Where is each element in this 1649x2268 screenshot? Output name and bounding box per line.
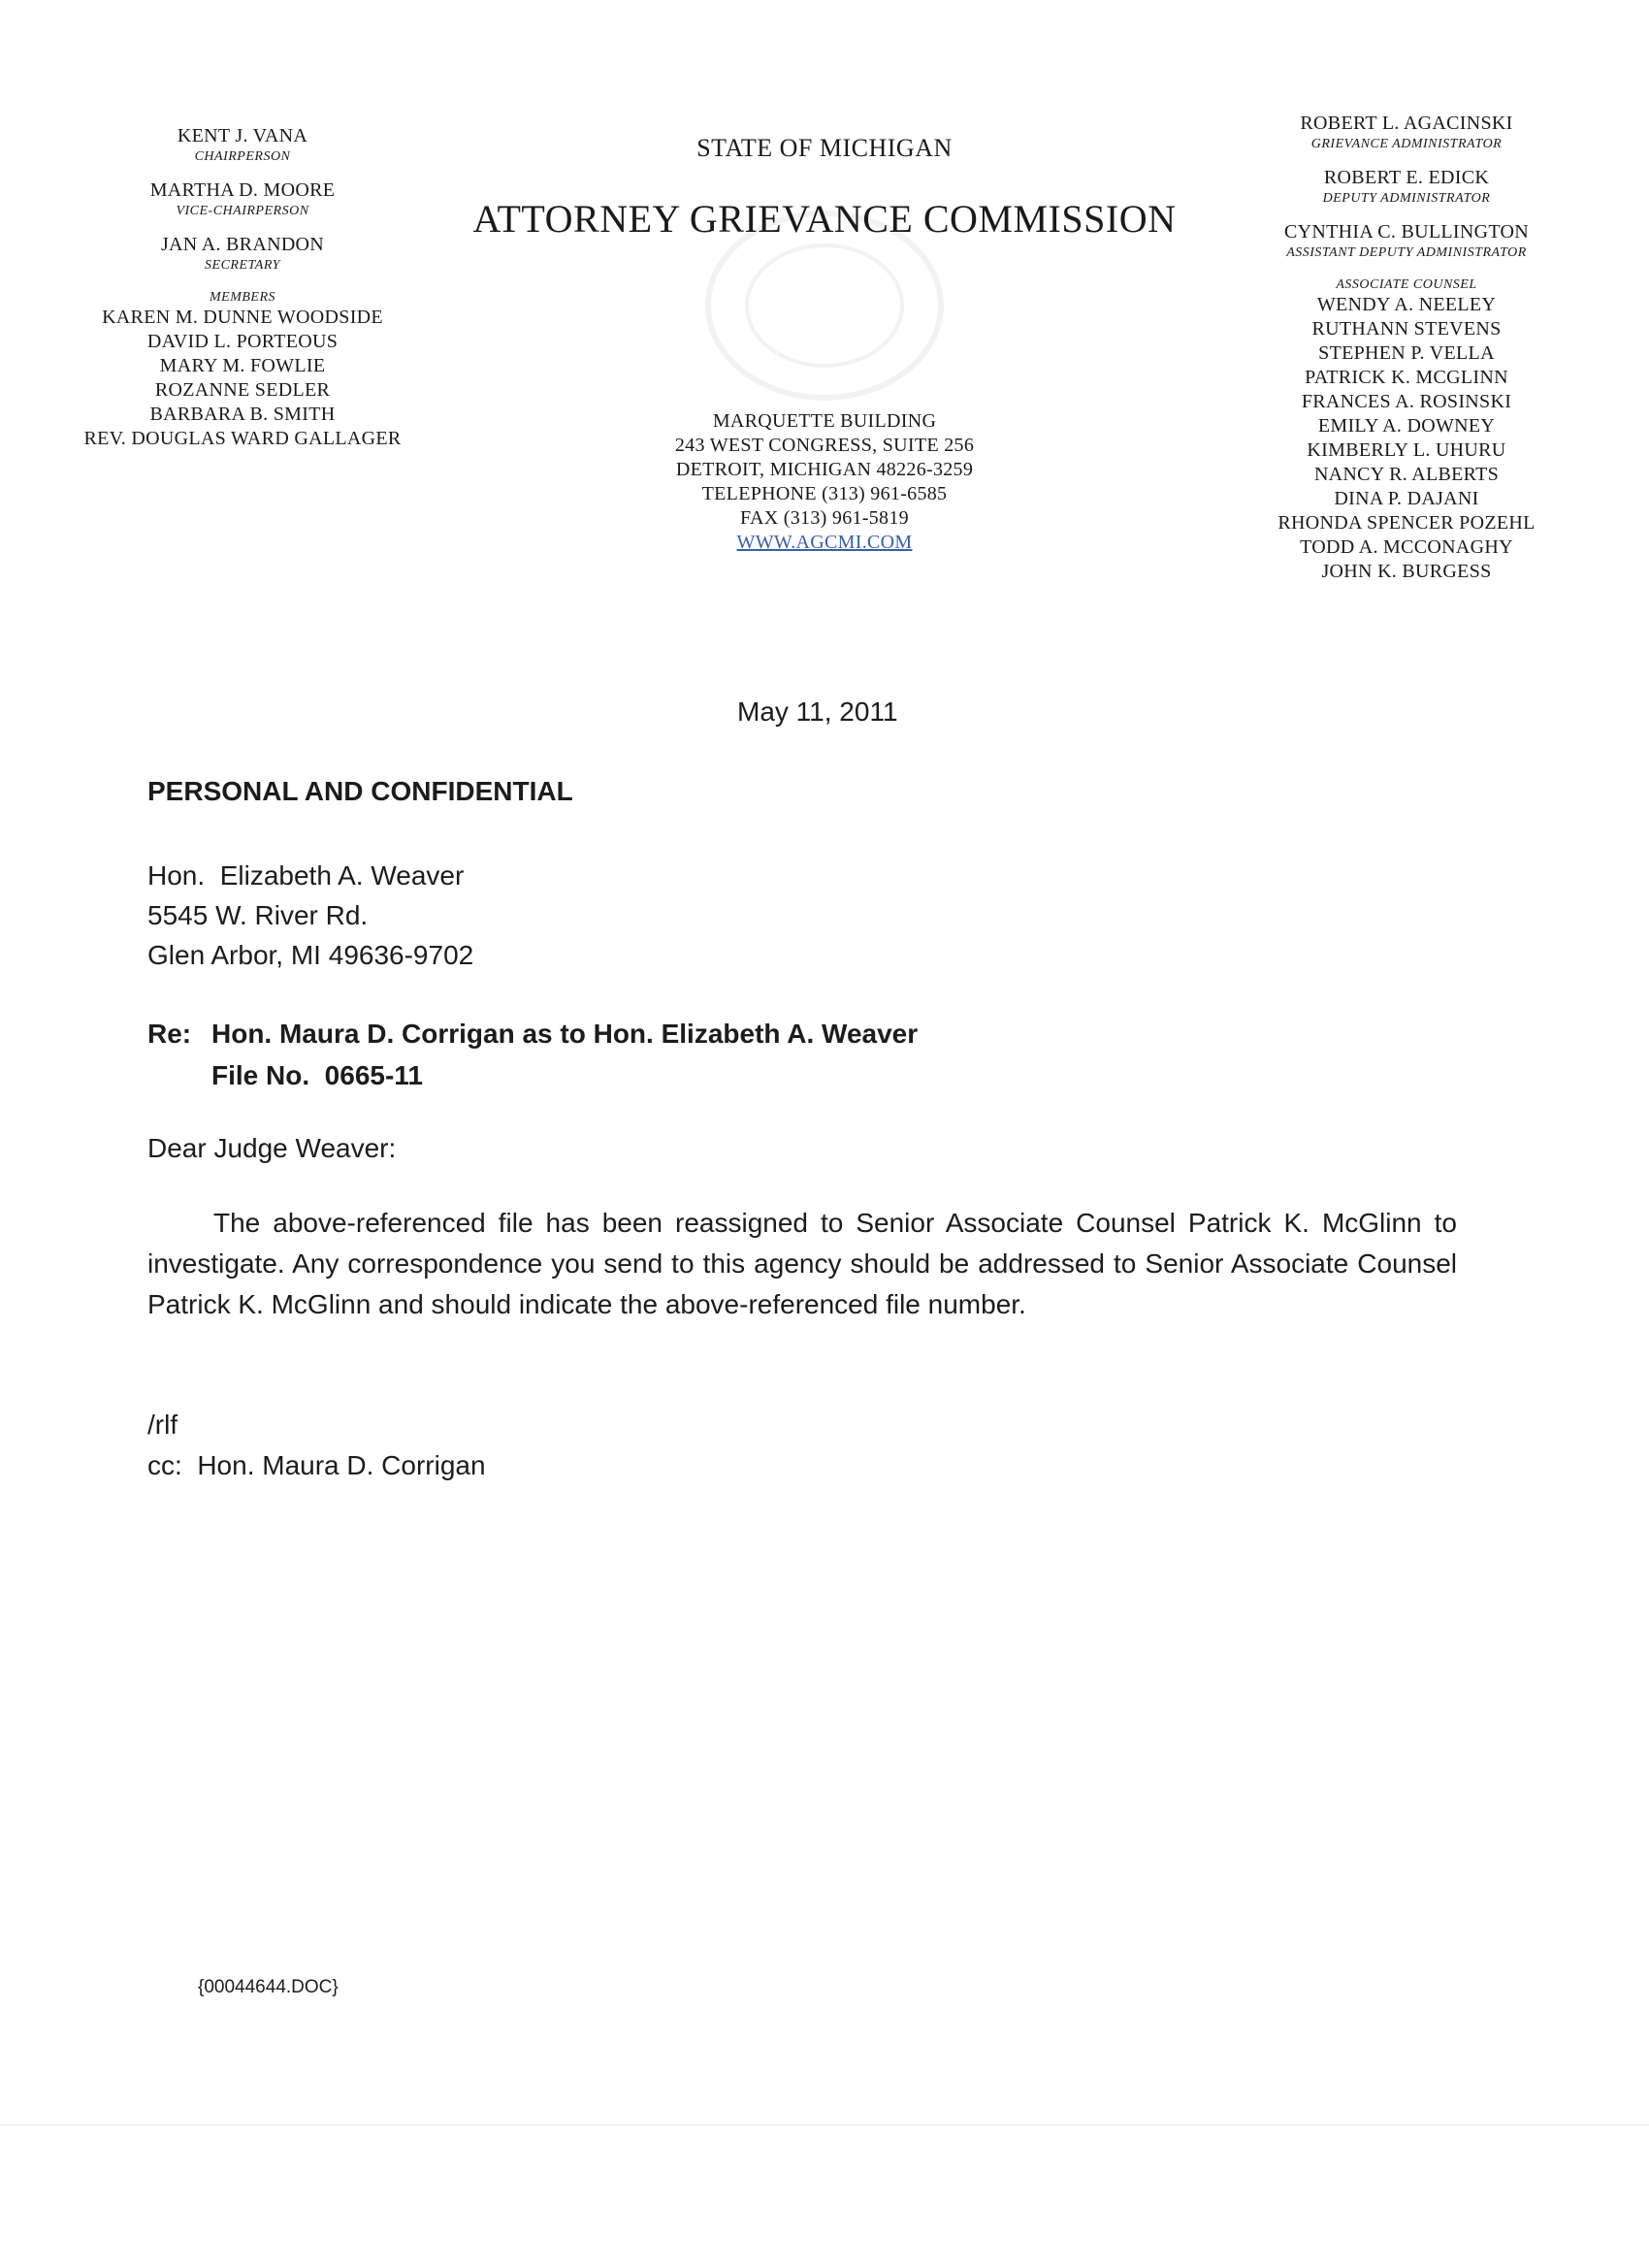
letter-body-paragraph: The above-referenced file has been reassigned to Senior Associate Counsel Patrick K. McGlinn to investigate. Any correspondence you send to this agency should be addressed to Senior Associate Counsel Patrick K. McGlinn and should indicate the above-referenced file number. (147, 1208, 1457, 1319)
member-name: ROZANNE SEDLER (154, 379, 331, 401)
website-link[interactable]: WWW.AGCMI.COM (736, 532, 913, 553)
associate-counsel-name: STEPHEN P. VELLA (1318, 342, 1495, 364)
officer-title: VICE-CHAIRPERSON (176, 204, 309, 218)
member-name: BARBARA B. SMITH (149, 404, 336, 425)
officer-title: SECRETARY (205, 258, 280, 273)
associate-counsel-heading: ASSOCIATE COUNSEL (1336, 277, 1477, 292)
associate-counsel-name: EMILY A. DOWNEY (1317, 415, 1496, 437)
associate-counsel-name: JOHN K. BURGESS (1321, 561, 1492, 582)
signature-block (147, 1405, 486, 1486)
letterhead-right-column (1251, 112, 1562, 584)
recipient-address (147, 856, 473, 975)
associate-counsel-name: WENDY A. NEELEY (1316, 294, 1497, 315)
document-reference: {00044644.DOC} (198, 1977, 339, 1997)
associate-counsel-name: KIMBERLY L. UHURU (1307, 439, 1506, 461)
recipient-city: Glen Arbor, MI 49636-9702 (147, 940, 474, 970)
officer-name: MARTHA D. MOORE (149, 179, 336, 201)
re-block (147, 1013, 918, 1096)
re-label: Re: (147, 1019, 192, 1049)
associate-counsel-name: PATRICK K. MCGLINN (1305, 367, 1508, 388)
officer-title: CHAIRPERSON (194, 149, 291, 164)
letterhead-address (601, 409, 1048, 555)
letterhead-title (456, 134, 1193, 242)
state-name: STATE OF MICHIGAN (696, 134, 953, 162)
officer-chairperson (48, 124, 436, 165)
member-name: REV. DOUGLAS WARD GALLAGER (83, 428, 402, 449)
commission-name: ATTORNEY GRIEVANCE COMMISSION (472, 197, 1177, 241)
associate-counsel-name: RUTHANN STEVENS (1311, 318, 1502, 340)
address-building: MARQUETTE BUILDING (712, 410, 937, 432)
member-name: DAVID L. PORTEOUS (146, 331, 339, 352)
associate-counsel-name: TODD A. MCCONAGHY (1300, 536, 1513, 558)
re-file-number: File No. 0665-11 (211, 1060, 423, 1090)
associate-counsel-name: DINA P. DAJANI (1334, 488, 1479, 509)
officer-secretary (48, 233, 436, 274)
officer-grievance-administrator (1251, 112, 1562, 152)
typist-initials: /rlf (147, 1409, 178, 1440)
associate-counsel-name: NANCY R. ALBERTS (1313, 464, 1500, 485)
officer-deputy-administrator (1251, 166, 1562, 207)
officer-name: JAN A. BRANDON (160, 234, 325, 255)
address-street: 243 WEST CONGRESS, SUITE 256 (674, 435, 975, 456)
letterhead-left-column (48, 124, 436, 451)
address-telephone: TELEPHONE (313) 961-6585 (701, 483, 948, 504)
members-heading: MEMBERS (209, 290, 276, 305)
officer-title: DEPUTY ADMINISTRATOR (1322, 191, 1491, 206)
address-city: DETROIT, MICHIGAN 48226-3259 (675, 459, 974, 480)
re-subject: Hon. Maura D. Corrigan as to Hon. Elizabeth A. Weaver (211, 1019, 919, 1049)
officer-title: ASSISTANT DEPUTY ADMINISTRATOR (1286, 245, 1527, 260)
letter-date: May 11, 2011 (737, 697, 898, 727)
carbon-copy-line: cc: Hon. Maura D. Corrigan (147, 1450, 486, 1480)
officer-assistant-deputy-administrator (1251, 220, 1562, 261)
associate-counsel-name: FRANCES A. ROSINSKI (1301, 391, 1512, 412)
member-name: KAREN M. DUNNE WOODSIDE (102, 307, 383, 328)
recipient-name: Hon. Elizabeth A. Weaver (147, 860, 465, 891)
page-edge-divider (0, 2124, 1649, 2125)
officer-name: CYNTHIA C. BULLINGTON (1283, 221, 1530, 243)
officer-vice-chairperson (48, 178, 436, 219)
recipient-street: 5545 W. River Rd. (147, 900, 369, 930)
officer-name: KENT J. VANA (177, 125, 308, 146)
officer-title: GRIEVANCE ADMINISTRATOR (1310, 137, 1503, 151)
member-name: MARY M. FOWLIE (159, 355, 326, 376)
confidential-heading: PERSONAL AND CONFIDENTIAL (147, 776, 573, 806)
officer-name: ROBERT L. AGACINSKI (1300, 113, 1513, 134)
address-fax: FAX (313) 961-5819 (740, 507, 909, 529)
officer-name: ROBERT E. EDICK (1323, 167, 1490, 188)
salutation: Dear Judge Weaver: (147, 1133, 397, 1163)
associate-counsel-name: RHONDA SPENCER POZEHL (1277, 512, 1536, 534)
